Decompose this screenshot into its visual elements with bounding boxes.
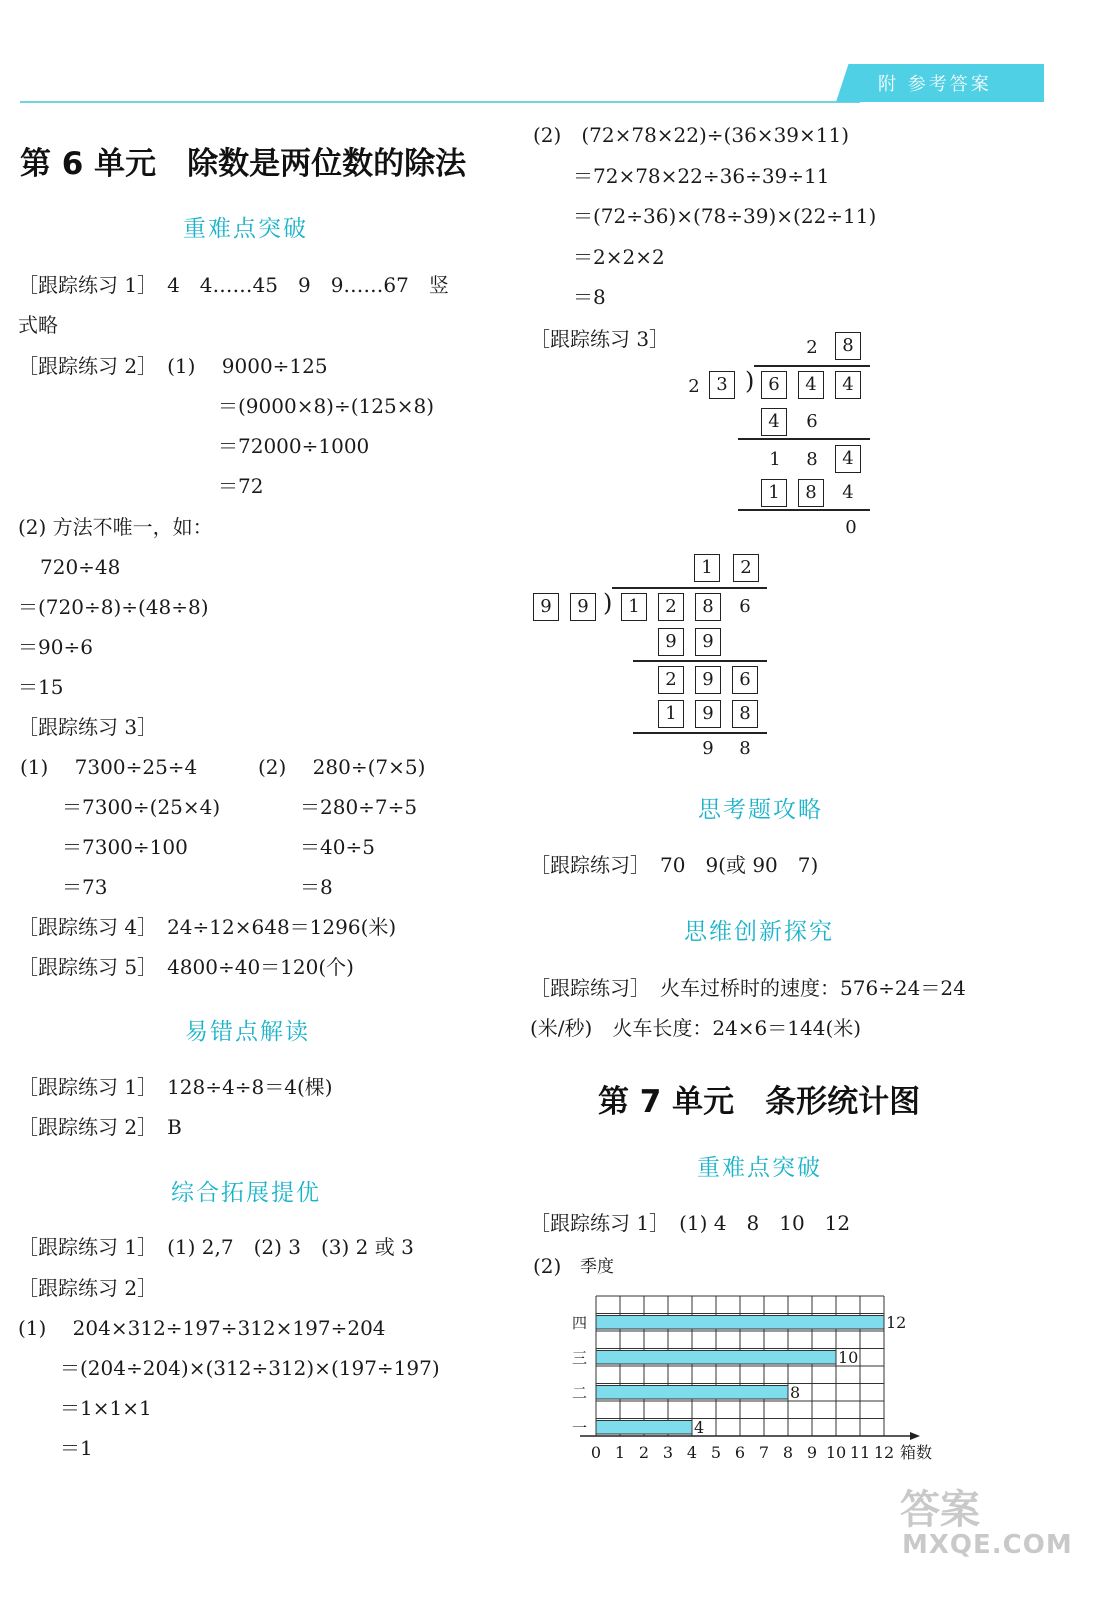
exercise-line: 720÷48 xyxy=(40,555,121,579)
quotient-digit: 2 xyxy=(806,337,818,358)
exercise-line: ＝280÷7÷5 xyxy=(300,795,418,819)
exercise-line: (2) 方法不唯一，如： xyxy=(18,515,213,539)
exercise-line: ＝1 xyxy=(60,1436,93,1460)
bar-value-label: 12 xyxy=(886,1313,907,1332)
divisor-digit: 2 xyxy=(688,376,700,397)
category-label: 一 xyxy=(572,1419,588,1437)
dividend-box: 1 xyxy=(621,593,647,621)
x-tick-label: 11 xyxy=(849,1443,871,1462)
product-digit: 4 xyxy=(842,482,854,503)
watermark-logo: 答案 xyxy=(900,1487,980,1533)
x-tick-label: 3 xyxy=(662,1443,674,1462)
exercise-line: ［跟踪练习］ 70 9(或 90 7) xyxy=(530,853,819,877)
division-rule xyxy=(633,660,767,662)
exercise-line: ＝7300÷(25×4) xyxy=(62,795,221,819)
x-tick-label: 7 xyxy=(758,1443,770,1462)
category-label: 三 xyxy=(572,1349,588,1367)
division-rule xyxy=(633,732,767,734)
remainder-digit: 1 xyxy=(769,449,781,470)
exercise-line: ＝72000÷1000 xyxy=(218,434,370,458)
exercise-line: ＝8 xyxy=(573,285,606,309)
exercise-line: ［跟踪练习 4］ 24÷12×648＝1296(米) xyxy=(18,915,397,939)
dividend-box: 4 xyxy=(798,371,824,399)
exercise-line: ［跟踪练习 3］ xyxy=(530,327,670,351)
exercise-line: ＝(720÷8)÷(48÷8) xyxy=(18,595,209,619)
dividend-box: 8 xyxy=(695,593,721,621)
product-box: 9 xyxy=(695,628,721,656)
section-heading: 思考题攻略 xyxy=(698,797,823,823)
exercise-line: ［跟踪练习］ 火车过桥时的速度：576÷24＝24 xyxy=(530,976,966,1000)
y-axis-label: 季度 xyxy=(580,1257,614,1277)
product-box: 8 xyxy=(732,700,758,728)
section-heading: 综合拓展提优 xyxy=(171,1180,321,1206)
dividend-digit: 6 xyxy=(739,596,751,617)
bar-value-label: 4 xyxy=(694,1418,705,1437)
division-bar xyxy=(754,365,870,367)
quotient-box: 2 xyxy=(733,554,759,582)
exercise-line: ＝40÷5 xyxy=(300,835,375,859)
divisor-box: 9 xyxy=(533,593,559,621)
exercise-line: ［跟踪练习 3］ xyxy=(18,715,158,739)
x-tick-label: 9 xyxy=(806,1443,818,1462)
watermark-url: MXQE.COM xyxy=(902,1530,1073,1560)
division-bar xyxy=(612,587,767,589)
product-digit: 6 xyxy=(806,411,818,432)
product-box: 9 xyxy=(658,628,684,656)
bar-chart xyxy=(560,1252,940,1474)
exercise-line: ［跟踪练习 2］ xyxy=(18,1276,158,1300)
remainder-box: 6 xyxy=(732,666,758,694)
x-tick-label: 4 xyxy=(686,1443,698,1462)
x-axis-label: 箱数 xyxy=(900,1443,933,1462)
bar xyxy=(596,1351,836,1365)
bar-value-label: 10 xyxy=(838,1348,859,1367)
product-box: 9 xyxy=(695,700,721,728)
bar-value-label: 8 xyxy=(790,1383,801,1402)
x-tick-label: 1 xyxy=(614,1443,626,1462)
exercise-line: ＝90÷6 xyxy=(18,635,93,659)
exercise-line: ＝(204÷204)×(312÷312)×(197÷197) xyxy=(60,1356,440,1380)
dividend-box: 6 xyxy=(761,371,787,399)
quotient-box: 1 xyxy=(694,554,720,582)
division-rule xyxy=(738,509,870,511)
exercise-line: ＝73 xyxy=(62,875,108,899)
x-tick-label: 2 xyxy=(638,1443,650,1462)
exercise-line: (2) (72×78×22)÷(36×39×11) xyxy=(533,123,850,147)
product-box: 4 xyxy=(761,408,787,436)
section-heading: 重难点突破 xyxy=(697,1155,822,1181)
x-tick-label: 10 xyxy=(825,1443,847,1462)
product-box: 8 xyxy=(798,479,824,507)
exercise-line: ＝15 xyxy=(18,675,64,699)
dividend-box: 4 xyxy=(835,371,861,399)
exercise-line: ［跟踪练习 1］ (1) 4 8 10 12 xyxy=(530,1211,851,1235)
exercise-line: ［跟踪练习 2］ (1) 9000÷125 xyxy=(18,354,328,378)
exercise-line: ＝(72÷36)×(78÷39)×(22÷11) xyxy=(573,204,877,228)
final-remainder: 0 xyxy=(845,517,857,538)
exercise-line: (1) 204×312÷197÷312×197÷204 xyxy=(18,1316,386,1340)
exercise-line: ＝1×1×1 xyxy=(60,1396,152,1420)
exercise-line: ［跟踪练习 1］ 4 4……45 9 9……67 竖 xyxy=(18,273,449,297)
exercise-line: ＝2×2×2 xyxy=(573,245,665,269)
division-bracket: ) xyxy=(745,367,755,395)
exercise-line: ＝72 xyxy=(218,474,264,498)
exercise-line: 式略 xyxy=(18,313,58,337)
division-rule xyxy=(738,438,870,440)
remainder-digit: 8 xyxy=(806,449,818,470)
final-remainder: 8 xyxy=(739,738,751,759)
exercise-line: ［跟踪练习 2］ B xyxy=(18,1115,182,1139)
unit7-title: 第 7 单元 条形统计图 xyxy=(598,1084,921,1120)
exercise-line: (2) 280÷(7×5) xyxy=(258,755,426,779)
bar xyxy=(596,1386,788,1400)
header-rule xyxy=(20,101,860,103)
exercise-line: ［跟踪练习 5］ 4800÷40＝120(个) xyxy=(18,955,354,979)
x-tick-label: 8 xyxy=(782,1443,794,1462)
category-label: 二 xyxy=(572,1384,588,1402)
exercise-line: (2) xyxy=(533,1254,562,1278)
exercise-line: ［跟踪练习 1］ (1) 2,7 (2) 3 (3) 2 或 3 xyxy=(18,1235,414,1259)
remainder-box: 2 xyxy=(658,666,684,694)
exercise-line: (1) 7300÷25÷4 xyxy=(20,755,198,779)
final-remainder: 9 xyxy=(702,738,714,759)
remainder-box: 9 xyxy=(695,666,721,694)
remainder-box: 4 xyxy=(835,445,861,473)
exercise-line: ＝8 xyxy=(300,875,333,899)
quotient-box: 8 xyxy=(835,332,861,360)
section-heading: 重难点突破 xyxy=(183,216,308,242)
unit6-title: 第 6 单元 除数是两位数的除法 xyxy=(20,146,467,182)
exercise-line: ＝72×78×22÷36÷39÷11 xyxy=(573,164,830,188)
exercise-line: (米/秒) 火车长度：24×6＝144(米) xyxy=(530,1016,862,1040)
bar xyxy=(596,1316,884,1330)
exercise-line: ＝7300÷100 xyxy=(62,835,188,859)
x-tick-label: 0 xyxy=(590,1443,602,1462)
product-box: 1 xyxy=(658,700,684,728)
x-tick-label: 5 xyxy=(710,1443,722,1462)
header-tab-label: 附 参考答案 xyxy=(878,74,992,95)
division-bracket: ) xyxy=(603,589,613,617)
category-label: 四 xyxy=(572,1314,588,1332)
section-heading: 易错点解读 xyxy=(185,1019,310,1045)
section-heading: 思维创新探究 xyxy=(684,919,834,945)
bar xyxy=(596,1421,692,1435)
dividend-box: 2 xyxy=(658,593,684,621)
exercise-line: ＝(9000×8)÷(125×8) xyxy=(218,394,435,418)
divisor-box: 3 xyxy=(709,371,735,399)
x-axis-arrow xyxy=(910,1432,920,1440)
x-tick-label: 6 xyxy=(734,1443,746,1462)
product-box: 1 xyxy=(761,479,787,507)
exercise-line: ［跟踪练习 1］ 128÷4÷8＝4(棵) xyxy=(18,1075,333,1099)
divisor-box: 9 xyxy=(570,593,596,621)
x-tick-label: 12 xyxy=(873,1443,895,1462)
